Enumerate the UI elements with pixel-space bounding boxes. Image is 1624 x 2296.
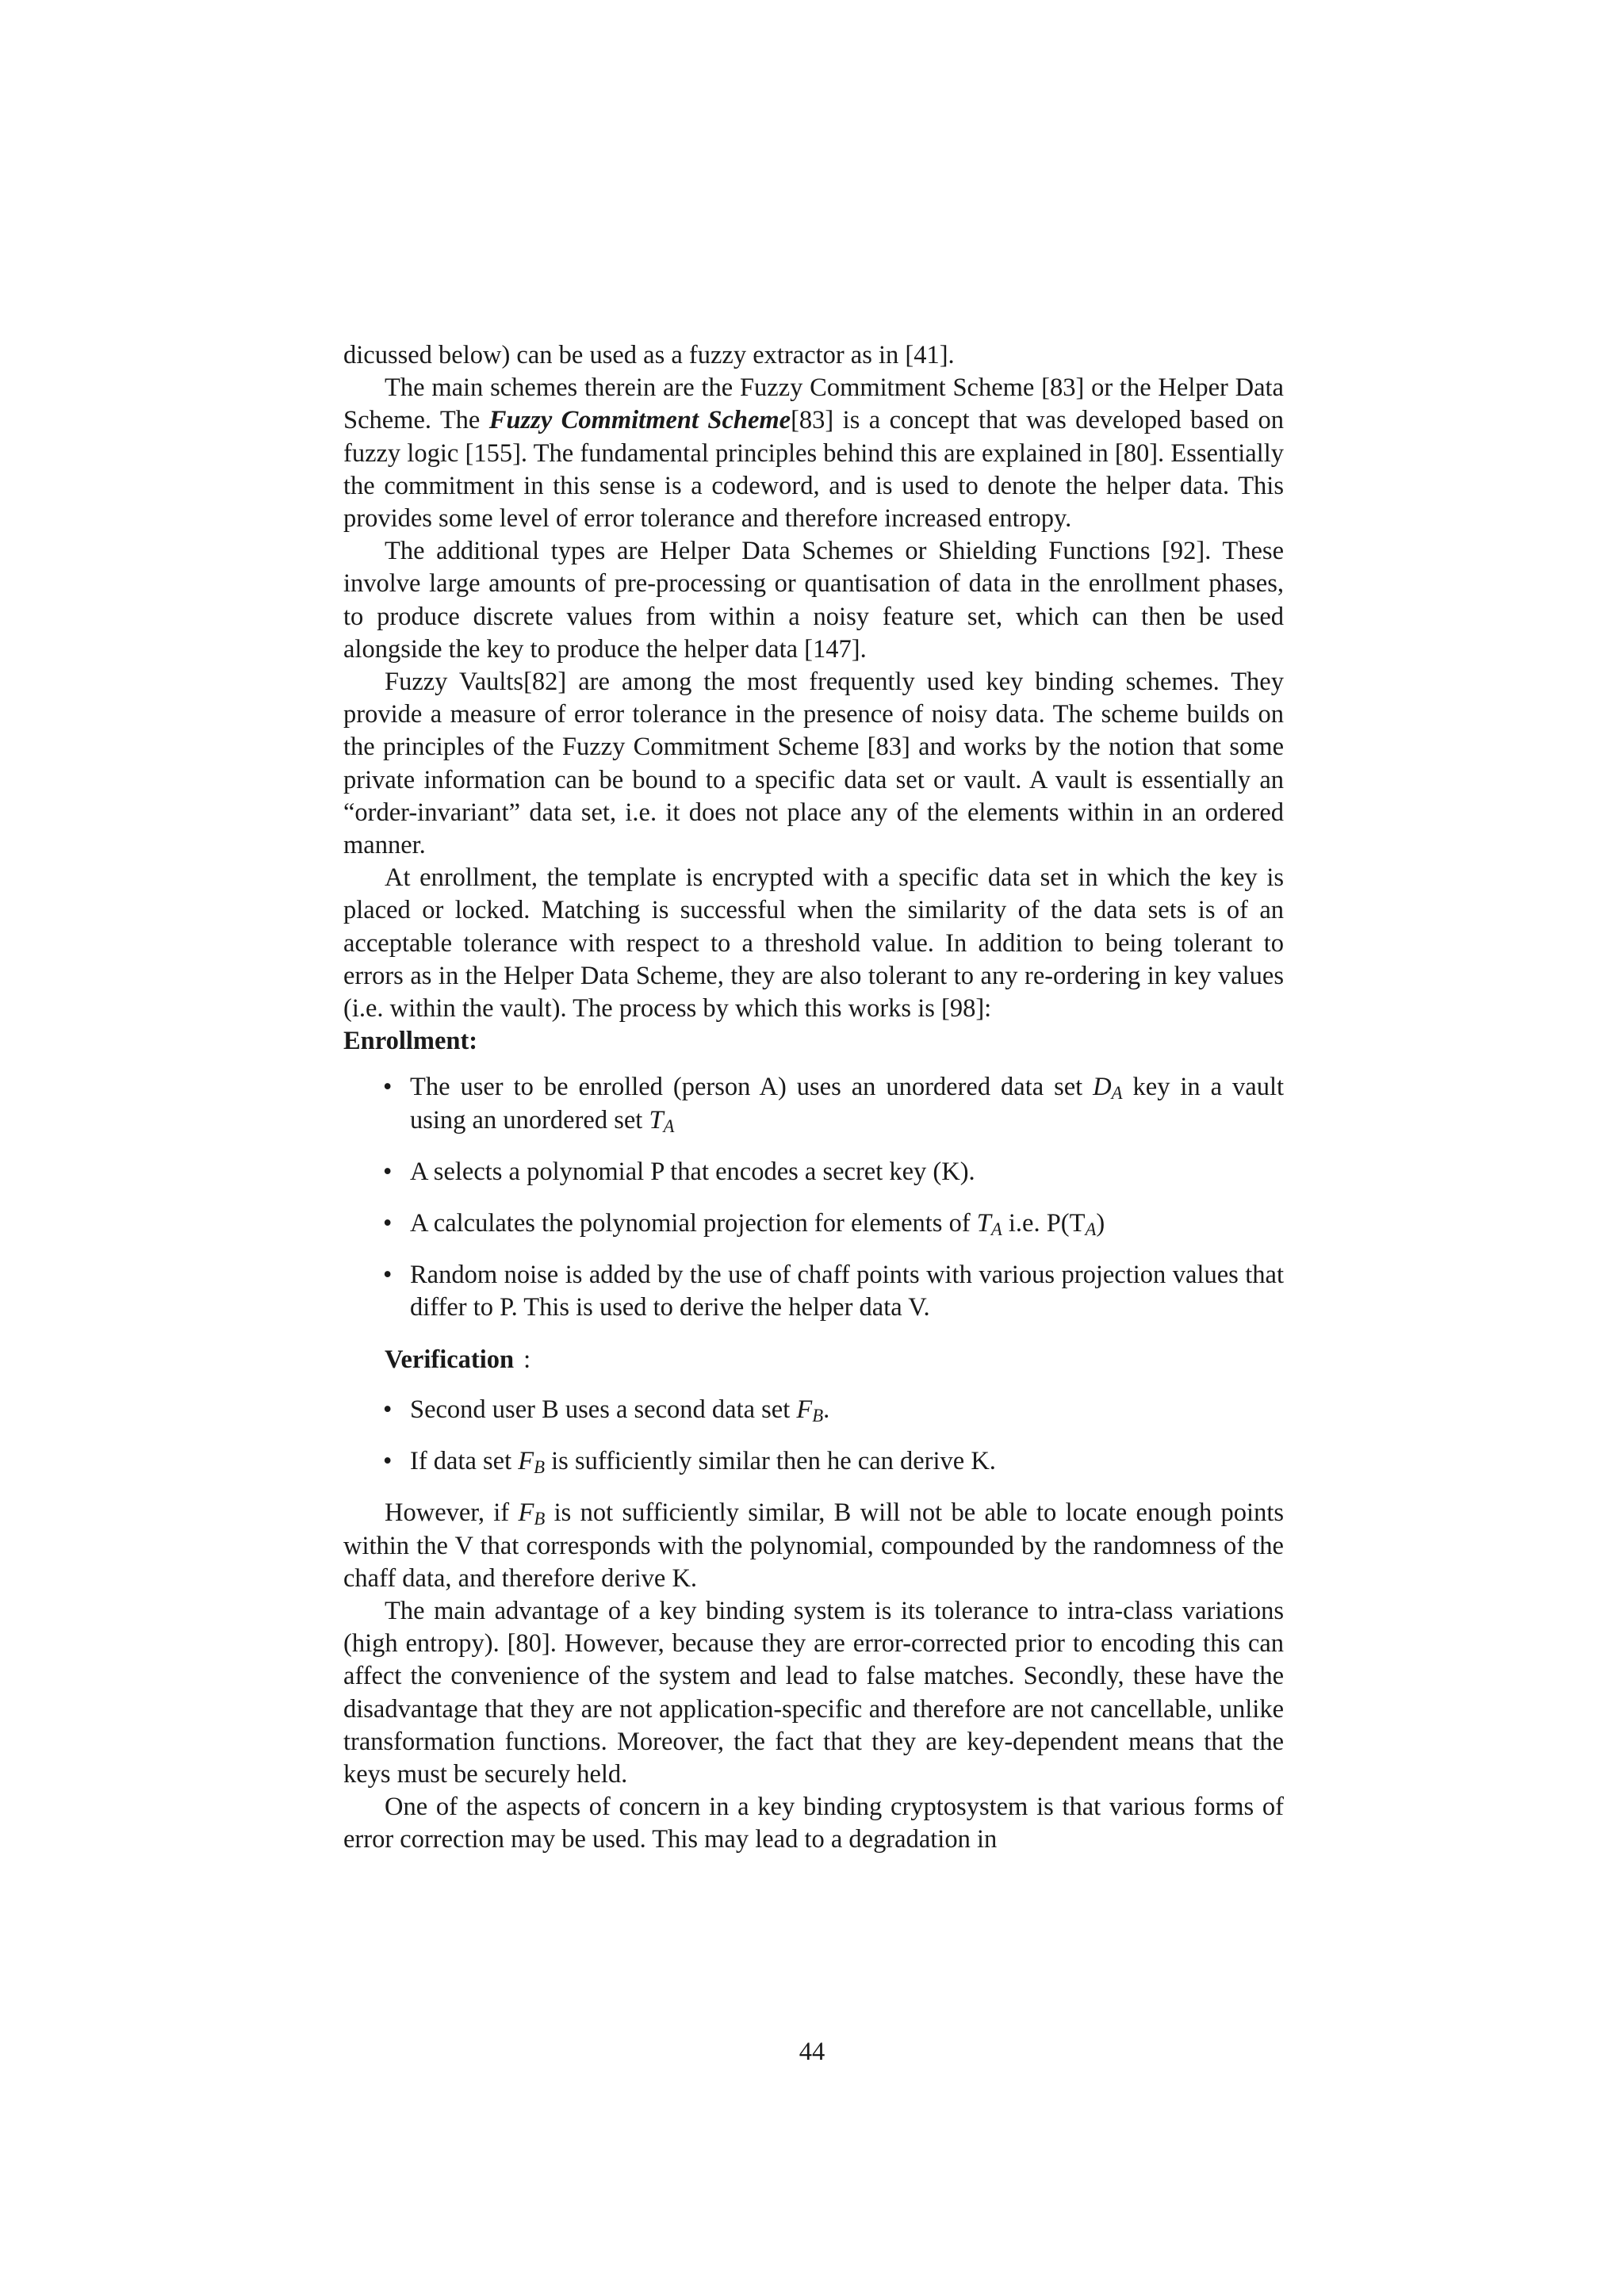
math-subscript: A: [663, 1115, 675, 1136]
item-text: A selects a polynomial P that encodes a secret key (K).: [410, 1157, 975, 1186]
paragraph-continuation: dicussed below) can be used as a fuzzy extractor as in [41].: [343, 341, 955, 369]
paragraph-not-similar: [343, 1497, 1284, 1595]
item-text: is sufficiently similar then he can derive K.: [545, 1447, 996, 1476]
paragraph-enrollment-intro: At enrollment, the template is encrypted with a specific data set in which the key is placed or locked. Matching is successful when the similarity of the data sets is of an acceptable tolerance with respect to a threshold value. In addition to being tolerant to errors as in the Helper Data Scheme, they are also tolerant to any re-ordering in key values (i.e. within the vault). The process by which this works is [98]:: [343, 863, 1284, 1024]
paragraph-fuzzy-commitment: [343, 372, 1284, 535]
paragraph-text: The main schemes therein are the Fuzzy Commitment Scheme [83] or the Helper Data Scheme. The: [343, 373, 1284, 435]
item-text: A calculates the polynomial projection for elements of: [410, 1209, 977, 1238]
bullet-icon: •: [383, 1157, 393, 1186]
list-item: [383, 1259, 1284, 1324]
item-text: ): [1096, 1209, 1105, 1238]
page-body: [343, 339, 1284, 1857]
item-text: Random noise is added by the use of chaff points with various projection values that differ to P. This is used to derive the helper data V.: [410, 1261, 1284, 1322]
math-variable: F: [518, 1447, 534, 1476]
list-item: [383, 1207, 1284, 1240]
bullet-icon: •: [383, 1261, 393, 1290]
math-variable: F: [518, 1498, 534, 1528]
paragraph-helper-data: The additional types are Helper Data Schemes or Shielding Functions [92]. These involve large amounts of pre-processing or quantisation of data in the enrollment phases, to produce discrete values from within a noisy feature set, which can then be used alongside the key to produce the helper data [147].: [343, 537, 1284, 664]
item-text: If data set: [410, 1447, 519, 1476]
enrollment-heading: Enrollment:: [343, 1027, 478, 1056]
paragraph-text: is not sufficiently similar, B will not be able to locate enough points within the V that corresponds with the polynomial, compounded by the randomness of the chaff data, and therefore derive K.: [343, 1498, 1284, 1593]
item-text: The user to be enrolled (person A) uses an unordered data set: [410, 1073, 1094, 1102]
paragraph-fuzzy-vaults: Fuzzy Vaults[82] are among the most frequently used key binding schemes. They provide a measure of error tolerance in the presence of noisy data. The scheme builds on the principles of the Fuzzy Commitment Scheme [83] and works by the notion that some private information can be bound to a specific data set or vault. A vault is essentially an “order-invariant” data set, i.e. it does not place any of the elements within in an ordered manner.: [343, 668, 1284, 860]
math-subscript: B: [812, 1405, 824, 1425]
math-variable: T: [976, 1209, 991, 1238]
math-subscript: B: [534, 1509, 546, 1529]
item-text: key in a vault using an unordered set: [410, 1073, 1284, 1135]
verification-heading-line: [385, 1344, 1284, 1376]
math-subscript: B: [534, 1457, 546, 1478]
bullet-icon: •: [383, 1395, 393, 1424]
page-number: 44: [799, 2038, 825, 2066]
paragraph-advantages: The main advantage of a key binding system is its tolerance to intra-class variations (high entropy). [80]. However, because they are error-corrected prior to encoding this can affect the convenience of the system and lead to false matches. Secondly, these have the disadvantage that they are not application-specific and therefore are not cancellable, unlike transformation functions. Moreover, the fact that they are key-dependent means that the keys must be securely held.: [343, 1596, 1284, 1789]
emphasis-term: Fuzzy Commitment Scheme: [488, 406, 791, 435]
list-item: [383, 1445, 1284, 1478]
paragraph-text: However, if: [385, 1498, 519, 1528]
paragraph-text: [83] is a concept that was developed based on fuzzy logic [155]. The fundamental principles behind this are explained in [80]. Essentially the commitment in this sense is a codeword, and is used to denote the helper data. This provides some level of error tolerance and therefore increased entropy.: [343, 406, 1284, 534]
list-item: [383, 1071, 1284, 1136]
list-item: [383, 1394, 1284, 1426]
item-text: .: [823, 1395, 830, 1424]
bullet-icon: •: [383, 1209, 393, 1238]
paragraph-error-correction: One of the aspects of concern in a key binding cryptosystem is that various forms of error correction may be used. This may lead to a degradation in: [343, 1793, 1284, 1854]
math-variable: D: [1093, 1073, 1112, 1102]
math-subscript: A: [1085, 1219, 1097, 1240]
verification-heading: Verification: [385, 1345, 515, 1374]
bullet-icon: •: [383, 1447, 393, 1476]
item-text: Second user B uses a second data set: [410, 1395, 797, 1424]
math-subscript: A: [1111, 1083, 1123, 1104]
math-subscript: A: [990, 1219, 1002, 1240]
bullet-icon: •: [383, 1073, 393, 1102]
item-text: i.e. P(T: [1002, 1209, 1086, 1238]
verification-list: [343, 1394, 1284, 1478]
math-variable: F: [796, 1395, 813, 1424]
math-variable: T: [649, 1105, 664, 1135]
verification-colon: :: [523, 1345, 531, 1374]
list-item: [383, 1156, 1284, 1188]
enrollment-list: [343, 1071, 1284, 1324]
